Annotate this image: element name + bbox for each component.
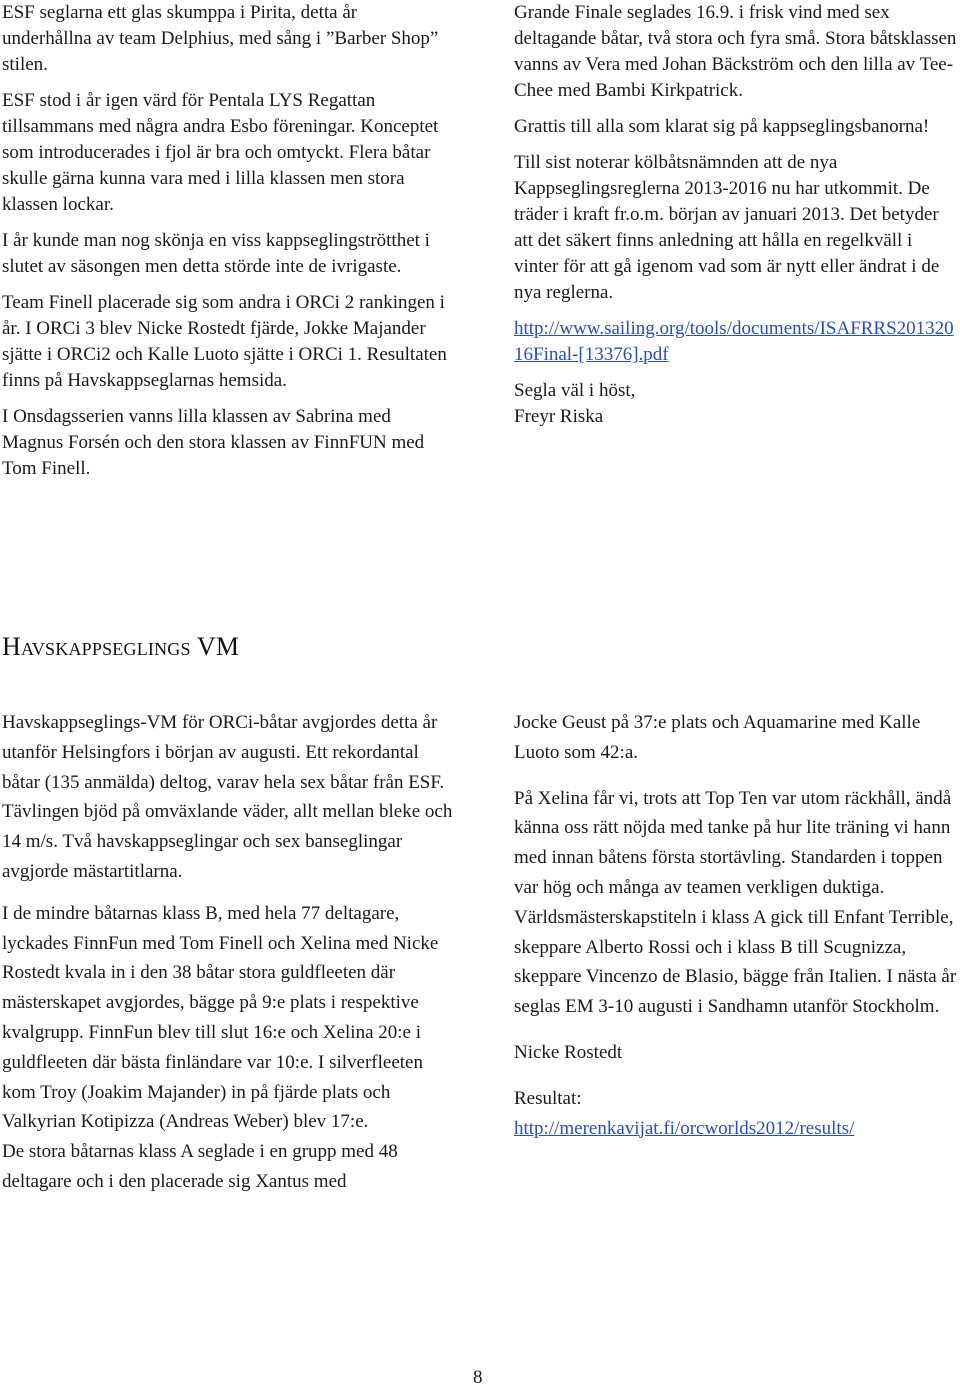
top-right-column — [514, 0, 960, 430]
top-left-column — [2, 0, 450, 492]
paragraph-congrats: Grattis till alla som klarat sig på kappseglingsbanorna! — [514, 116, 930, 137]
isaf-rules-link[interactable]: http://www.sailing.org/tools/documents/ISAFRRS20132016Final-[13376].pdf — [514, 318, 954, 365]
heading-initial: H — [2, 632, 21, 661]
results-label: Resultat: — [514, 1087, 582, 1109]
paragraph-xelina: På Xelina får vi, trots att Top Ten var utom räckhåll, ändå känna oss rätt nöjda med tanke på hur lite träning vi hann med innan båtens första stortävling. Standarden i toppen var hög och många av teamen verkligen duktiga. Världsmästerskapstiteln i klass A gick till Enfant Terrible, skeppare Alberto Rossi och i klass B till Scugnizza, skeppare Vincenzo de Blasio, bägge från Italien. I nästa år seglas EM 3-10 augusti i Sandhamn utanför Stockholm. — [514, 787, 957, 1018]
author-name: Freyr Riska — [514, 406, 604, 427]
paragraph-onsdagsserien: I Onsdagsserien vanns lilla klassen av Sabrina med Magnus Forsén och den stora klassen av FinnFUN med Tom Finell. — [2, 406, 425, 479]
paragraph-esf-pirita: ESF seglarna ett glas skumppa i Pirita, detta år underhållna av team Delphius, med sång i ”Barber Shop” stilen. — [2, 2, 439, 75]
results-link[interactable]: http://merenkavijat.fi/orcworlds2012/results/ — [514, 1117, 855, 1139]
paragraph-class-a-continued: Jocke Geust på 37:e plats och Aquamarine med Kalle Luoto som 42:a. — [514, 712, 921, 763]
heading-rest: AVSKAPPSEGLINGS — [20, 639, 191, 659]
paragraph-grande-finale: Grande Finale seglades 16.9. i frisk vind med sex deltagande båtar, två stora och fyra små. Stora båtsklassen vanns av Vera med Johan Bäckström och den lilla av Tee-Chee med Bambi Kirkpatrick. — [514, 2, 957, 101]
paragraph-class-a: De stora båtarnas klass A seglade i en grupp med 48 deltagare och i den placerade sig Xantus med — [2, 1141, 398, 1192]
paragraph-season-fatigue: I år kunde man nog skönja en viss kappseglingströtthet i slutet av säsongen men detta störde inte de ivrigaste. — [2, 230, 430, 277]
paragraph-vm-intro: Havskappseglings-VM för ORCi-båtar avgjordes detta år utanför Helsingfors i början av augusti. Ett rekordantal båtar (135 anmälda) deltog, varav hela sex båtar från ESF. Tävlingen bjöd på omväxlande väder, allt mellan bleke och 14 m/s. Två havskappseglingar och sex banseglingar avgjorde mästartitlarna. — [2, 712, 453, 882]
page-number: 8 — [473, 1367, 483, 1388]
author-nicke: Nicke Rostedt — [514, 1041, 623, 1063]
bottom-left-column — [2, 708, 454, 1209]
paragraph-pentala-regatta: ESF stod i år igen värd för Pentala LYS Regattan tillsammans med några andra Esbo föreningar. Konceptet som introducerades i fjol är bra och omtyckt. Flera båtar skulle gärna kunna vara med i lilla klassen men stora klassen lockar. — [2, 90, 439, 215]
results-block — [514, 1084, 960, 1144]
paragraph-class-b: I de mindre båtarnas klass B, med hela 77 deltagare, lyckades FinnFun med Tom Finell och Xelina med Nicke Rostedt kvala in i den 38 båtar stora guldfleeten där mästerskapet avgjordes, bägge på 9:e plats i respektive kvalgrupp. FinnFun blev till slut 16:e och Xelina 20:e i guldfleeten där bästa finländare var 10:e. I silverfleeten kom Troy (Joakim Majander) in på fjärde plats och Valkyrian Kotipizza (Andreas Weber) blev 17:e. — [2, 902, 439, 1133]
signoff-text: Segla väl i höst, — [514, 380, 636, 401]
heading-vm: VM — [196, 632, 240, 661]
section-heading — [2, 632, 239, 662]
paragraph-new-rules: Till sist noterar kölbåtsnämnden att de nya Kappseglingsreglerna 2013-2016 nu har utkommit. De träder i kraft fr.o.m. början av januari 2013. Det betyder att det säkert finns anledning att hålla en regelkväll i vinter för att gå igenom vad som är nytt eller ändrat i de nya reglerna. — [514, 152, 940, 303]
rules-link-paragraph — [514, 316, 960, 368]
bottom-right-column — [514, 708, 960, 1159]
signoff-block — [514, 378, 960, 430]
paragraph-orci-ranking: Team Finell placerade sig som andra i ORCi 2 rankingen i år. I ORCi 3 blev Nicke Rostedt fjärde, Jokke Majander sjätte i ORCi2 och Kalle Luoto sjätte i ORCi 1. Resultaten finns på Havskappseglarnas hemsida. — [2, 292, 447, 391]
